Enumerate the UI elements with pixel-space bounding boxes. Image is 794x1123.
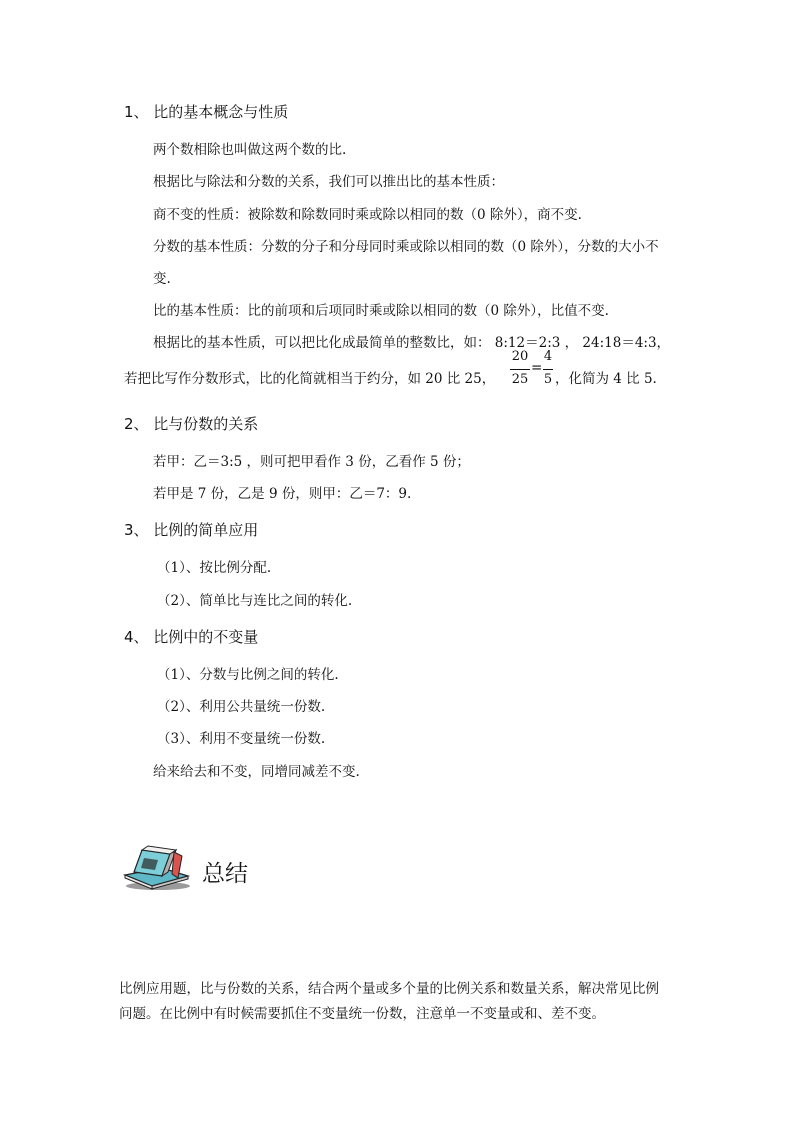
paragraph-line: 两个数相除也叫做这两个数的比. bbox=[153, 142, 347, 158]
paragraph-line: 若甲是 7 份，乙是 9 份，则甲：乙＝7：9. bbox=[153, 486, 412, 502]
paragraph-line: 根据比的基本性质，可以把比化成最简单的整数比，如： 8:12＝2:3 ， 24:18＝4:3， bbox=[153, 335, 671, 351]
paragraph-line: 根据比与除法和分数的关系，我们可以推出比的基本性质： bbox=[153, 174, 504, 190]
summary-text-line: 问题。在比例中有时候需要抓住不变量统一份数，注意单一不变量或和、差不变。 bbox=[119, 1006, 605, 1022]
paragraph-line: ，化简为 4 比 5. bbox=[555, 371, 657, 387]
list-item: （1）、按比例分配. bbox=[157, 560, 272, 576]
fraction-2-bar bbox=[543, 369, 553, 370]
list-item: （2）、利用公共量统一份数. bbox=[157, 699, 326, 715]
books-icon bbox=[122, 842, 192, 892]
fraction-2-denominator: 5 bbox=[543, 372, 553, 387]
summary-title: 总结 bbox=[202, 861, 248, 887]
paragraph-line: 比的基本性质：比的前项和后项同时乘或除以相同的数（0 除外），比值不变. bbox=[153, 303, 609, 319]
section-1-heading: 1、 比的基本概念与性质 bbox=[124, 103, 289, 121]
paragraph-line: 商不变的性质：被除数和除数同时乘或除以相同的数（0 除外），商不变. bbox=[153, 207, 582, 223]
paragraph-line: 若甲：乙＝3:5 ，则可把甲看作 3 份，乙看作 5 份； bbox=[153, 454, 470, 470]
list-item: （1）、分数与比例之间的转化. bbox=[157, 667, 339, 683]
list-item: （3）、利用不变量统一份数. bbox=[157, 731, 326, 747]
section-3-heading: 3、 比例的简单应用 bbox=[124, 521, 259, 539]
fraction-1-bar bbox=[510, 369, 530, 370]
summary-text-line: 比例应用题，比与份数的关系，结合两个量或多个量的比例关系和数量关系，解决常见比例 bbox=[119, 981, 659, 997]
paragraph-line: 分数的基本性质：分数的分子和分母同时乘或除以相同的数（0 除外），分数的大小不 bbox=[153, 239, 659, 255]
list-item: （2）、简单比与连比之间的转化. bbox=[157, 593, 353, 609]
section-2-heading: 2、 比与份数的关系 bbox=[124, 415, 259, 433]
paragraph-line: 给来给去和不变，同增同减差不变. bbox=[153, 764, 360, 780]
paragraph-line: 若把比写作分数形式，比的化简就相当于约分，如 20 比 25， bbox=[124, 371, 496, 387]
fraction-1-numerator: 20 bbox=[511, 349, 529, 364]
section-4-heading: 4、 比例中的不变量 bbox=[124, 628, 259, 646]
equals-sign: = bbox=[531, 360, 543, 376]
fraction-1-denominator: 25 bbox=[511, 372, 529, 387]
paragraph-line: 变. bbox=[153, 271, 171, 287]
fraction-2-numerator: 4 bbox=[543, 349, 553, 364]
